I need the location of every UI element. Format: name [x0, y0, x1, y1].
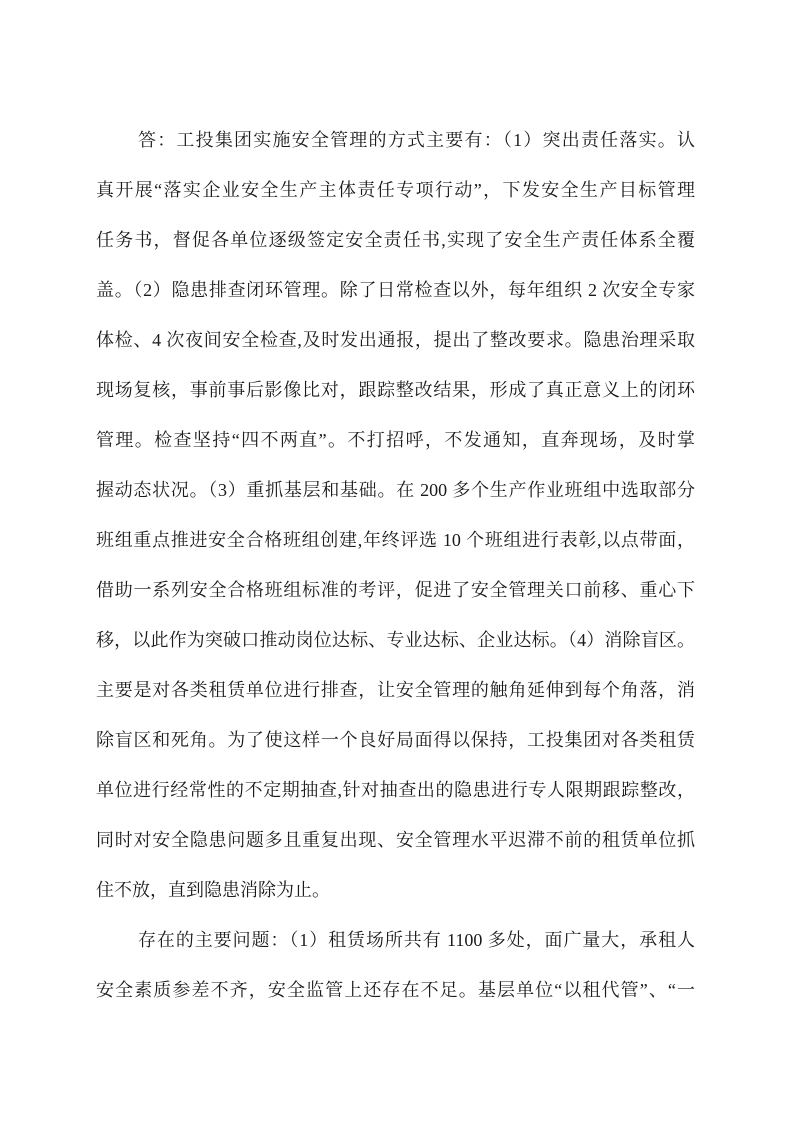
text-line: 住不放，直到隐患消除为止。 [96, 880, 330, 900]
text-line: 盖。（2）隐患排查闭环管理。除了日常检查以外，每年组织 2 次安全专家 [96, 280, 695, 300]
paragraph-problems [96, 915, 695, 1015]
text-line: 移，以此作为突破口推动岗位达标、专业达标、企业达标。（4）消除盲区。 [96, 630, 695, 650]
text-line: 借助一系列安全合格班组标准的考评，促进了安全管理关口前移、重心下 [96, 580, 695, 600]
text-line: 除盲区和死角。为了使这样一个良好局面得以保持，工投集团对各类租赁 [96, 730, 695, 750]
text-line: 真开展“落实企业安全生产主体责任专项行动”，下发安全生产目标管理 [96, 180, 695, 200]
text-line: 管理。检查坚持“四不两直”。不打招呼，不发通知，直奔现场，及时掌 [96, 430, 695, 450]
text-line: 体检、4 次夜间安全检查,及时发出通报，提出了整改要求。隐患治理采取 [96, 330, 695, 350]
text-line: 单位进行经常性的不定期抽查,针对抽查出的隐患进行专人限期跟踪整改， [96, 780, 695, 800]
text-line: 答：工投集团实施安全管理的方式主要有：（1）突出责任落实。认 [138, 130, 695, 150]
text-line: 班组重点推进安全合格班组创建,年终评选 10 个班组进行表彰,以点带面， [96, 530, 695, 550]
text-line: 握动态状况。（3）重抓基层和基础。在 200 多个生产作业班组中选取部分 [96, 480, 695, 500]
text-line: 安全素质参差不齐，安全监管上还存在不足。基层单位“以租代管”、“一 [96, 980, 695, 1000]
paragraph-answer [96, 115, 695, 915]
text-line: 任务书，督促各单位逐级签定安全责任书,实现了安全生产责任体系全覆 [96, 230, 695, 250]
text-line: 现场复核，事前事后影像比对，跟踪整改结果，形成了真正意义上的闭环 [96, 380, 695, 400]
text-line: 主要是对各类租赁单位进行排查，让安全管理的触角延伸到每个角落，消 [96, 680, 695, 700]
text-line: 同时对安全隐患问题多且重复出现、安全管理水平迟滞不前的租赁单位抓 [96, 830, 695, 850]
text-line: 存在的主要问题：（1）租赁场所共有 1100 多处，面广量大，承租人 [138, 930, 695, 950]
